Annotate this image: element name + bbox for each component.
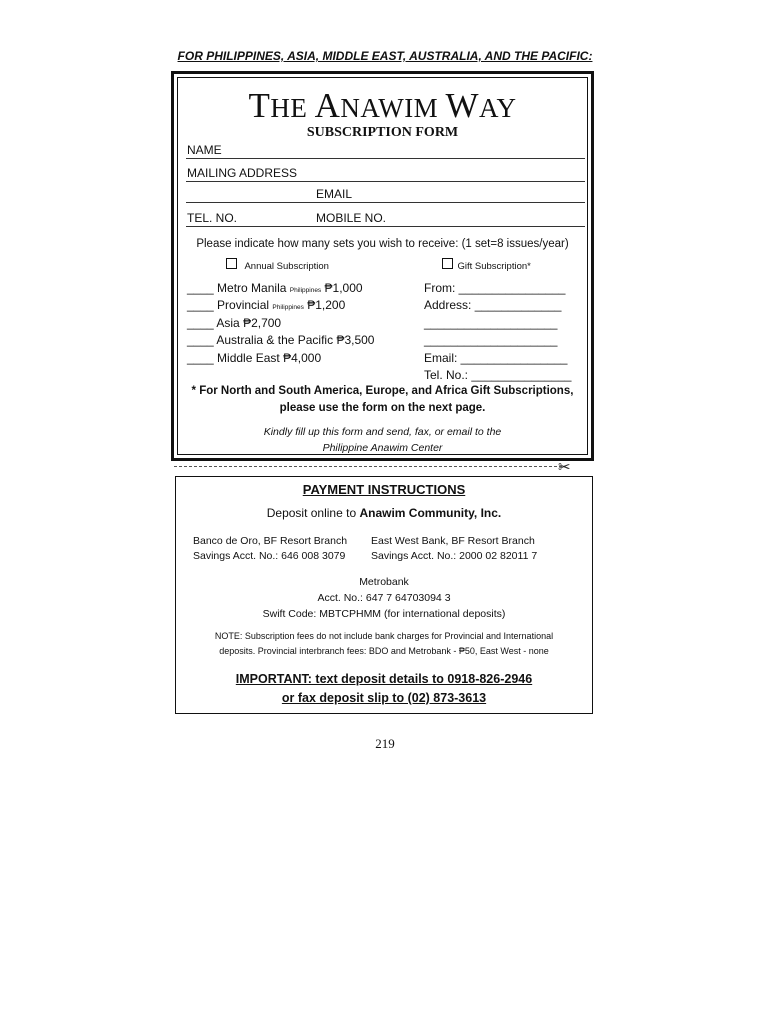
form-subtitle: SUBSCRIPTION FORM (306, 125, 459, 140)
annual-checkbox[interactable] (226, 258, 237, 269)
scissors-icon: ✂ (558, 459, 571, 476)
name-field-label: NAME (187, 143, 222, 157)
magazine-title (174, 86, 591, 126)
price-note: Philippines (272, 304, 304, 311)
region-heading: FOR PHILIPPINES, ASIA, MIDDLE EAST, AUSTRALIA, AND THE PACIFIC: (177, 49, 593, 63)
bank1-account: Savings Acct. No.: 646 008 3079 (193, 550, 346, 562)
price-blank[interactable]: ____ (187, 333, 214, 347)
price-row (187, 316, 281, 330)
kindly-line2: Philippine Anawim Center (322, 442, 443, 454)
gift-address-line[interactable]: ____________________ (424, 316, 558, 330)
gift-address-field[interactable]: Address: _____________ (424, 298, 562, 312)
cut-line (174, 466, 562, 467)
bank2-account: Savings Acct. No.: 2000 02 82011 7 (371, 550, 538, 562)
title-part: W (445, 86, 479, 125)
price-row (187, 281, 363, 295)
fees-note-line1: NOTE: Subscription fees do not include bank charges for Provincial and International (214, 631, 554, 641)
bank1-name: Banco de Oro, BF Resort Branch (193, 535, 348, 547)
price-blank[interactable]: ____ (187, 298, 214, 312)
deposit-prefix: Deposit online to (266, 506, 360, 520)
price-label: Metro Manila (217, 281, 287, 295)
deposit-company: Anawim Community, Inc. (359, 506, 502, 520)
mailing-address-line[interactable] (186, 181, 585, 182)
bank1-block (193, 534, 347, 564)
price-label: Provincial (217, 298, 270, 312)
gift-from-field[interactable]: From: ________________ (424, 281, 566, 295)
gift-address-line[interactable]: ____________________ (424, 333, 558, 347)
price-blank[interactable]: ____ (187, 281, 214, 295)
mailing-address-label: MAILING ADDRESS (187, 166, 298, 180)
subscription-form (171, 71, 594, 461)
price-label: Asia (216, 316, 240, 330)
annual-option[interactable] (226, 256, 329, 274)
gift-note-line2: please use the form on the next page. (279, 402, 486, 414)
gift-checkbox[interactable] (442, 258, 453, 269)
payment-title: PAYMENT INSTRUCTIONS (302, 482, 466, 497)
price-amount: ₱1,000 (324, 281, 363, 295)
price-amount: ₱4,000 (283, 351, 322, 365)
price-row (187, 298, 345, 312)
price-amount: ₱3,500 (336, 333, 375, 347)
email-field-label: EMAIL (316, 187, 353, 201)
price-label: Middle East (217, 351, 280, 365)
kindly-line1: Kindly fill up this form and send, fax, or email to the (263, 426, 502, 438)
price-label: Australia & the Pacific (216, 333, 334, 347)
bank2-name: East West Bank, BF Resort Branch (371, 535, 535, 547)
mobile-field-label: MOBILE NO. (316, 211, 387, 225)
phone-field-line[interactable] (186, 226, 585, 227)
price-blank[interactable]: ____ (187, 351, 214, 365)
gift-email-field[interactable]: Email: ________________ (424, 351, 568, 365)
instruction-text: Please indicate how many sets you wish to receive: (1 set=8 issues/year) (196, 238, 569, 250)
deposit-line (176, 506, 592, 520)
title-part: NAWIM (340, 93, 446, 123)
price-note: Philippines (289, 287, 322, 294)
name-field-line[interactable] (186, 158, 585, 159)
important-line2: or fax deposit slip to (02) 873-3613 (281, 691, 487, 705)
bank2-block (371, 534, 537, 564)
metrobank-swift: Swift Code: MBTCPHMM (for international deposits) (262, 608, 506, 620)
metrobank-account: Acct. No.: 647 7 64703094 3 (317, 592, 451, 604)
gift-tel-field[interactable]: Tel. No.: _______________ (424, 368, 572, 382)
fees-note-line2: deposits. Provincial interbranch fees: BDO and Metrobank - ₱50, East West - none (219, 646, 549, 656)
important-line1: IMPORTANT: text deposit details to 0918-826-2946 (235, 672, 533, 686)
payment-instructions-box (175, 476, 593, 714)
price-amount: ₱1,200 (307, 298, 346, 312)
price-row (187, 351, 321, 365)
page-number: 219 (375, 736, 395, 751)
annual-option-label: Annual Subscription (244, 261, 329, 272)
fees-note (184, 629, 584, 659)
metrobank-block (176, 574, 592, 622)
price-blank[interactable]: ____ (187, 316, 214, 330)
gift-option[interactable] (442, 256, 531, 274)
email-field-line[interactable] (186, 202, 585, 203)
title-part: T (248, 86, 271, 125)
tel-field-label: TEL. NO. (187, 211, 238, 225)
price-row (187, 333, 374, 347)
important-notice (176, 670, 592, 708)
title-part: HE (270, 93, 315, 123)
price-amount: ₱2,700 (243, 316, 282, 330)
title-part: AY (479, 93, 517, 123)
metrobank-name: Metrobank (359, 576, 409, 588)
title-part: A (314, 86, 341, 125)
gift-option-label: Gift Subscription* (457, 261, 531, 272)
gift-note-line1: * For North and South America, Europe, and Africa Gift Subscriptions, (191, 385, 574, 397)
